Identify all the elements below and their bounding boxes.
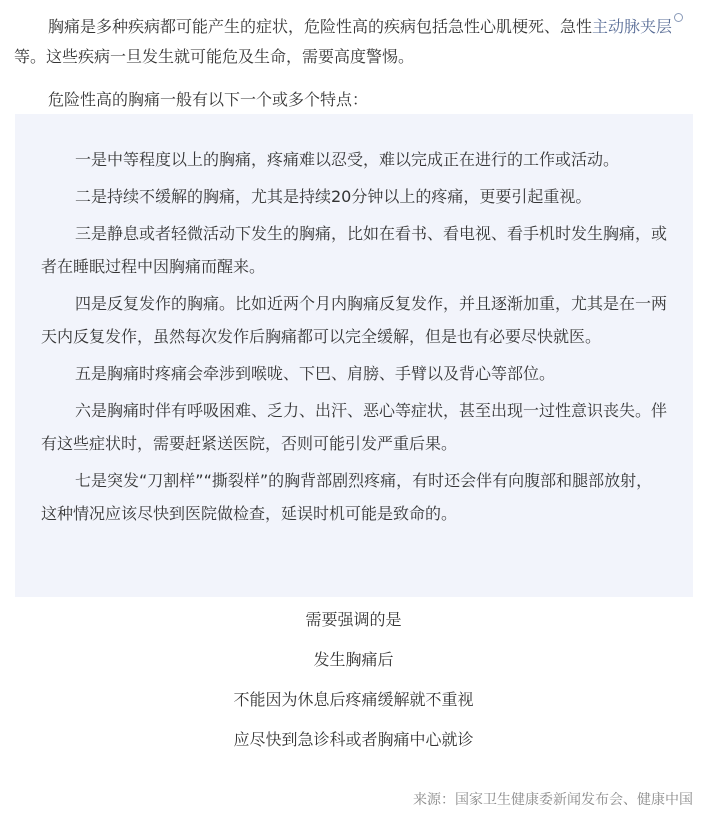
feature-item-1: 一是中等程度以上的胸痛，疼痛难以忍受，难以完成正在进行的工作或活动。 [75,150,620,169]
search-icon[interactable] [674,13,683,22]
intro-text-after: 等。这些疾病一旦发生就可能危及生命，需要高度警惕。 [14,47,415,66]
intro-paragraph [14,12,694,72]
emphasis-line-4: 应尽快到急诊科或者胸痛中心就诊 [233,730,474,749]
feature-item-7: 七是突发“刀割样”“撕裂样”的胸背部剧烈疼痛，有时还会伴有向腹部和腿部放射，这种情况应该尽快到医院做检查，延误时机可能是致命的。 [41,471,653,523]
feature-item-4: 四是反复发作的胸痛。比如近两个月内胸痛反复发作，并且逐渐加重，尤其是在一两天内反复发作，虽然每次发作后胸痛都可以完全缓解，但是也有必要尽快就医。 [41,294,668,346]
feature-item-6: 六是胸痛时伴有呼吸困难、乏力、出汗、恶心等症状，甚至出现一过性意识丧失。伴有这些症状时，需要赶紧送医院，否则可能引发严重后果。 [41,401,668,453]
source-credit: 来源：国家卫生健康委新闻发布会、健康中国 [413,792,693,808]
feature-item-5: 五是胸痛时疼痛会牵涉到喉咙、下巴、肩膀、手臂以及背心等部位。 [75,364,556,383]
feature-item-3: 三是静息或者轻微活动下发生的胸痛，比如在看书、看电视、看手机时发生胸痛，或者在睡眠过程中因胸痛而醒来。 [41,224,668,276]
emphasis-line-1: 需要强调的是 [305,610,402,629]
features-panel [15,114,693,597]
emphasis-line-3: 不能因为休息后疼痛缓解就不重视 [233,690,474,709]
features-lead: 危险性高的胸痛一般有以下一个或多个特点： [48,90,369,109]
intro-text-before: 胸痛是多种疾病都可能产生的症状，危险性高的疾病包括急性心肌梗死、急性 [48,17,593,36]
feature-item-2: 二是持续不缓解的胸痛，尤其是持续20分钟以上的疼痛，更要引起重视。 [75,187,592,206]
aortic-dissection-link[interactable]: 主动脉夹层 [592,17,673,36]
emphasis-line-2: 发生胸痛后 [313,650,394,669]
emphasis-block [0,608,707,768]
